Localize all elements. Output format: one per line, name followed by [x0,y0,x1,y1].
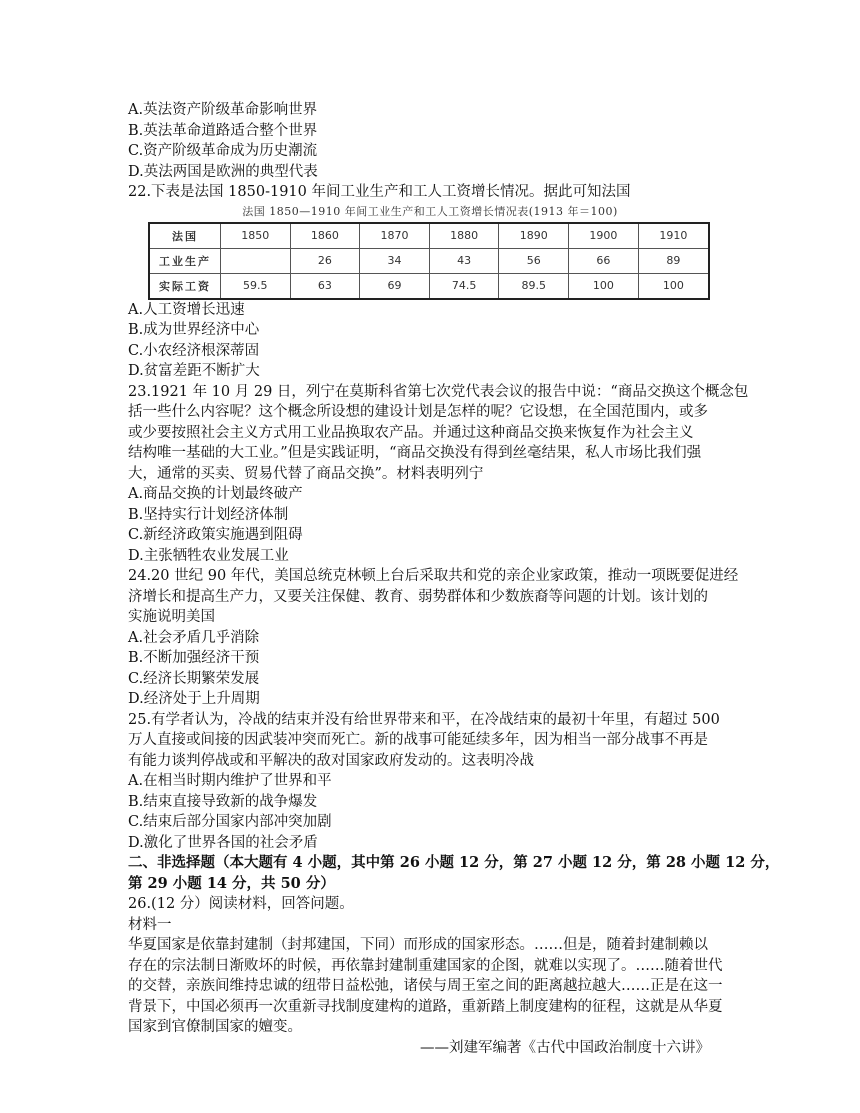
section-heading [128,853,780,894]
table-header-cell: 1910 [638,223,709,249]
table-cell: 34 [360,248,430,273]
question-22 [128,182,740,382]
table-header-cell: 1900 [569,223,639,249]
table-cell: 66 [569,248,639,273]
question-stem-line: 有能力谈判停战或和平解决的敌对国家政府发动的。这表明冷战 [128,752,534,769]
material-line: 存在的宗法制日渐败坏的时候，再依靠封建制重建国家的企图，就难以实现了。……随着世代 [128,957,723,974]
exam-page [128,100,780,1058]
table-cell: 100 [569,273,639,299]
table-header-cell: 1850 [221,223,291,249]
option-b: B.坚持实行计划经济体制 [128,506,289,523]
option-b: B.不断加强经济干预 [128,650,260,666]
option-c: C.结束后部分国家内部冲突加剧 [128,814,332,830]
question-stem: 26.(12 分）阅读材料，回答问题。 [128,896,354,912]
table-row [149,248,709,273]
material-source: ——刘建军编著《古代中国政治制度十六讲》 [420,1039,710,1056]
table-cell: 59.5 [221,273,291,299]
table-cell: 89.5 [499,273,569,299]
question-stem-line: 24.20 世纪 90 年代，美国总统克林顿上台后采取共和党的亲企业家政策，推动一项既要促进经 [128,568,739,584]
table-row [149,273,709,299]
table-cell: 56 [499,248,569,273]
table-row-label: 工业生产 [149,248,221,273]
material-line: 的交替，亲族间维持忠诚的纽带日益松弛，诸侯与周王室之间的距离越拉越大……正是在这一 [128,978,723,994]
option-a: A.人工资增长迅速 [128,301,245,318]
data-table [148,222,710,300]
option-c: C.小农经济根深蒂固 [128,342,260,359]
question-stem: 22.下表是法国 1850-1910 年间工业生产和工人工资增长情况。据此可知法国 [128,184,631,200]
option-d: D.英法两国是欧洲的典型代表 [128,163,318,180]
option-c: C.新经济政策实施遇到阻碍 [128,527,303,543]
option-b: B.成为世界经济中心 [128,322,260,338]
question-stem-line: 万人直接或间接的因武装冲突而死亡。新的战事可能延续多年，因为相当一部分战事不再是 [128,732,708,748]
section-heading-line: 第 29 小题 14 分，共 50 分） [128,874,335,892]
data-table-block [144,204,716,300]
question-stem-line: 括一些什么内容呢？这个概念所设想的建设计划是怎样的呢？它设想，在全国范围内，或多 [128,404,708,420]
option-d: D.主张牺牲农业发展工业 [128,547,289,564]
question-23 [128,382,749,567]
table-header-cell: 1880 [429,223,499,249]
question-stem-line: 25.有学者认为，冷战的结束并没有给世界带来和平，在冷战结束的最初十年里，有超过 500 [128,711,720,728]
option-c: C.经济长期繁荣发展 [128,670,260,687]
table-header-cell: 1860 [290,223,360,249]
table-cell: 26 [290,248,360,273]
table-caption: 法国 1850—1910 年间工业生产和工人工资增长情况表(1913 年＝100) [242,204,618,218]
table-header-row [149,223,709,249]
table-cell: 89 [638,248,709,273]
table-header-cell: 法国 [149,223,221,249]
table-row-label: 实际工资 [149,273,221,299]
table-cell: 74.5 [429,273,499,299]
question-stem-line: 实施说明美国 [128,609,215,625]
question-stem-line: 或少要按照社会主义方式用工业品换取农产品。并通过这种商品交换来恢复作为社会主义 [128,424,694,441]
section-heading-line: 二、非选择题（本大题有 4 小题，其中第 26 小题 12 分，第 27 小题 12 分，第 28 小题 12 分， [128,854,780,871]
option-b: B.结束直接导致新的战争爆发 [128,793,318,810]
table-cell [221,248,291,273]
option-a: A.在相当时期内维护了世界和平 [128,773,332,789]
question-stem-line: 23.1921 年 10 月 29 日，列宁在莫斯科省第七次党代表会议的报告中说：“商品交换这个概念包 [128,383,749,400]
option-b: B.英法革命道路适合整个世界 [128,122,318,139]
table-cell: 43 [429,248,499,273]
table-header-cell: 1890 [499,223,569,249]
option-d: D.经济处于上升周期 [128,691,260,707]
question-stem-line: 结构唯一基础的大工业。”但是实践证明，“商品交换没有得到丝毫结果，私人市场比我们强 [128,445,702,461]
material-label: 材料一 [128,916,172,933]
q21-options [128,100,740,182]
question-26 [128,894,740,1058]
option-a: A.商品交换的计划最终破产 [128,486,303,502]
table-header-cell: 1870 [360,223,430,249]
table-cell: 69 [360,273,430,299]
option-d: D.贫富差距不断扩大 [128,363,260,379]
question-25 [128,710,740,854]
question-24 [128,566,740,710]
table-cell: 63 [290,273,360,299]
option-c: C.资产阶级革命成为历史潮流 [128,143,318,159]
option-a: A.英法资产阶级革命影响世界 [128,102,318,118]
material-line: 背景下，中国必须再一次重新寻找制度建构的道路，重新踏上制度建构的征程，这就是从华夏 [128,998,723,1015]
option-d: D.激化了世界各国的社会矛盾 [128,834,318,851]
question-stem-line: 大，通常的买卖、贸易代替了商品交换”。材料表明列宁 [128,465,484,482]
material-line: 国家到官僚制国家的嬗变。 [128,1019,302,1035]
question-stem-line: 济增长和提高生产力，又要关注保健、教育、弱势群体和少数族裔等问题的计划。该计划的 [128,588,708,605]
table-cell: 100 [638,273,709,299]
option-a: A.社会矛盾几乎消除 [128,629,260,646]
material-line: 华夏国家是依靠封建制（封邦建国，下同）而形成的国家形态。……但是，随着封建制赖以 [128,937,708,953]
